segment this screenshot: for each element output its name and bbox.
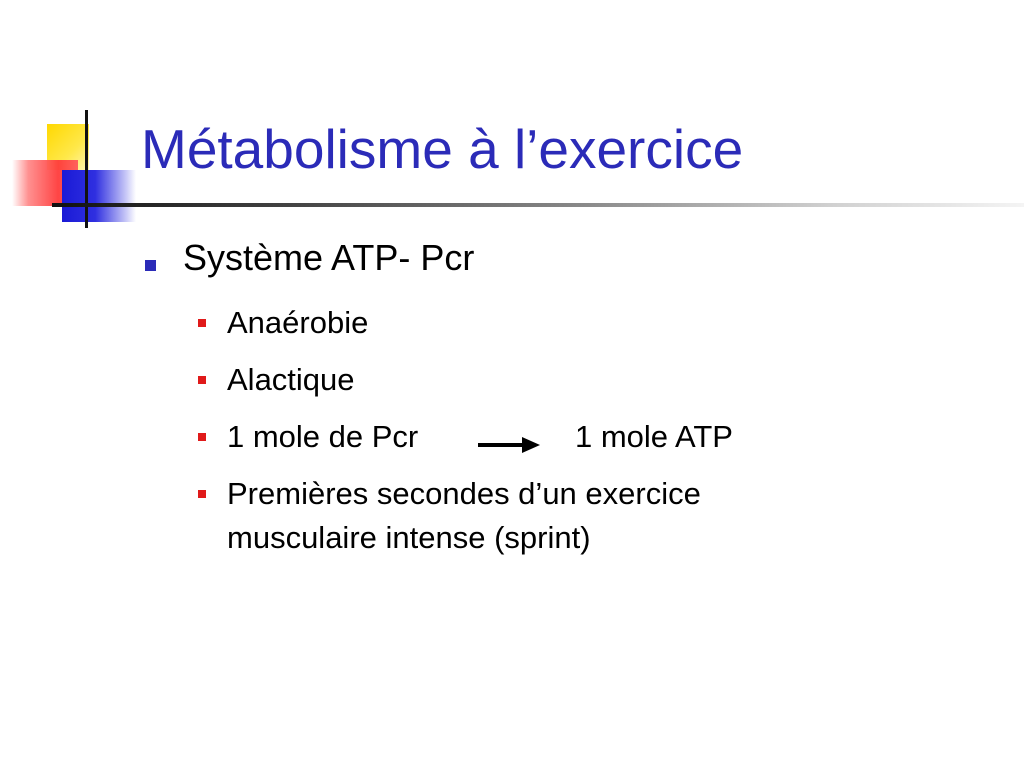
reaction-product-text: 1 mole ATP bbox=[575, 419, 733, 454]
slide-title: Métabolisme à l’exercice bbox=[141, 118, 744, 180]
blue-square-decoration bbox=[62, 170, 136, 222]
bullet-text: Système ATP- Pcr bbox=[183, 237, 475, 278]
bullet-text-line2: musculaire intense (sprint) bbox=[227, 520, 591, 555]
title-underline-rule bbox=[52, 203, 1024, 207]
square-bullet-icon bbox=[145, 260, 156, 271]
square-bullet-icon bbox=[198, 433, 206, 441]
bullet-text-line1: Premières secondes d’un exercice bbox=[227, 476, 701, 511]
bullet-text: Anaérobie bbox=[227, 305, 369, 340]
square-bullet-icon bbox=[198, 376, 206, 384]
vertical-line-decoration bbox=[85, 110, 88, 228]
bullet-text: Alactique bbox=[227, 362, 355, 397]
bullet-text: 1 mole de Pcr bbox=[227, 419, 419, 454]
right-arrow-icon bbox=[478, 435, 540, 455]
square-bullet-icon bbox=[198, 319, 206, 327]
square-bullet-icon bbox=[198, 490, 206, 498]
